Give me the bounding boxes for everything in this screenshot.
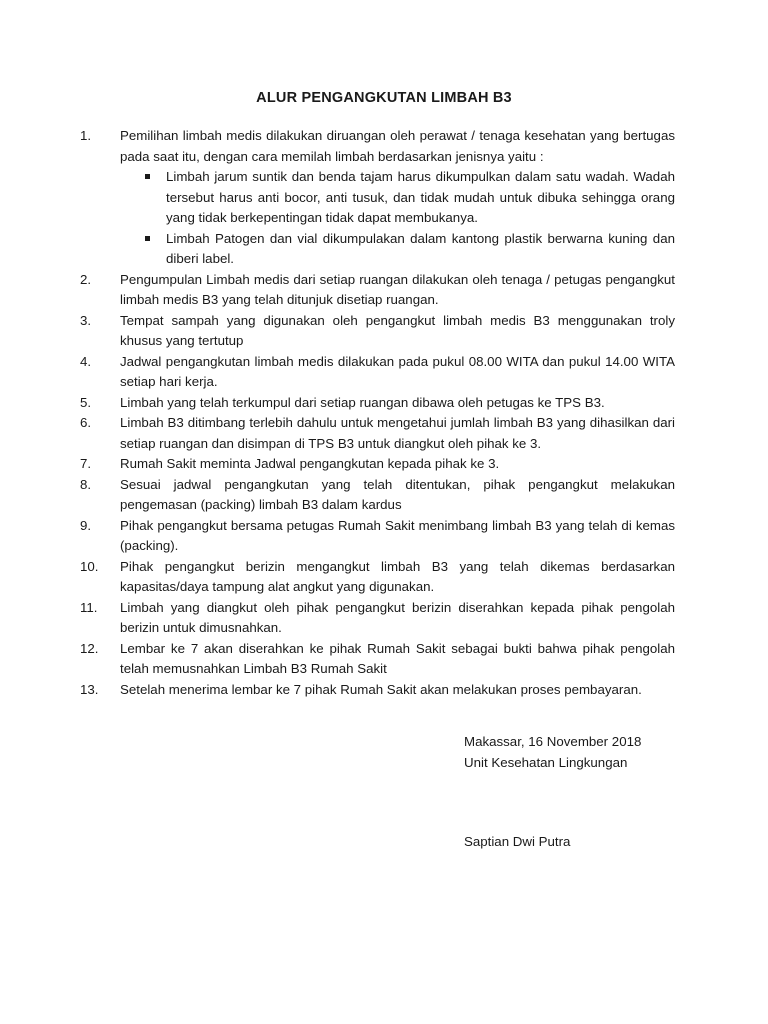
list-item-number: 1. [80,128,92,143]
list-item-number: 11. [80,599,98,615]
list-item-number: 13. [80,681,99,697]
list-item [80,557,675,598]
sub-list-item-text: Limbah jarum suntik dan benda tajam harus dikumpulkan dalam satu wadah. Wadah tersebut harus anti bocor, anti tusuk, dan tidak mudah untuk dibuka sehingga orang yang tidak berkepentingan tidak dapat membukanya. [166,169,675,225]
list-item-number: 9. [80,517,92,533]
list-item-text: Pihak pengangkut bersama petugas Rumah Sakit menimbang limbah B3 yang telah di kemas (packing). [120,517,675,553]
signature-name: Saptian Dwi Putra [464,834,571,849]
list-item-text: Tempat sampah yang digunakan oleh pengangkut limbah medis B3 menggunakan troly khusus yang tertutup [120,312,675,348]
list-item-number: 3. [80,312,92,328]
list-item [80,311,675,352]
list-item-text: Setelah menerima lembar ke 7 pihak Rumah Sakit akan melakukan proses pembayaran. [120,681,642,697]
list-item-number: 4. [80,353,92,369]
list-item [80,454,675,475]
list-item-text: Limbah yang diangkut oleh pihak pengangkut berizin diserahkan kepada pihak pengolah berizin untuk dimusnahkan. [120,599,675,635]
list-item-number: 12. [80,640,99,656]
list-item [80,680,675,701]
list-item [80,598,675,639]
list-item-number: 2. [80,271,92,287]
sub-list [120,167,675,270]
sub-list-item [120,167,675,229]
list-item [80,393,675,414]
list-item-text: Lembar ke 7 akan diserahkan ke pihak Rumah Sakit sebagai bukti bahwa pihak pengolah telah memusnahkan Limbah B3 Rumah Sakit [120,640,675,676]
list-item-text: Limbah yang telah terkumpul dari setiap ruangan dibawa oleh petugas ke TPS B3. [120,394,605,410]
list-item-text: Pemilihan limbah medis dilakukan diruangan oleh perawat / tenaga kesehatan yang bertugas pada saat itu, dengan cara memilah limbah berdasarkan jenisnya yaitu : [120,128,675,164]
list-item-text: Sesuai jadwal pengangkutan yang telah ditentukan, pihak pengangkut melakukan pengemasan (packing) limbah B3 dalam kardus [120,476,675,512]
list-item [80,126,675,270]
sub-list-item [120,229,675,270]
list-item-number: 10. [80,558,99,574]
list-item-number: 6. [80,415,92,430]
list-item [80,270,675,311]
square-bullet-icon [145,236,150,241]
square-bullet-icon [145,174,150,179]
list-item-number: 8. [80,476,92,492]
list-item-text: Limbah B3 ditimbang terlebih dahulu untuk mengetahui jumlah limbah B3 yang dihasilkan dari setiap ruangan dan disimpan di TPS B3 untuk diangkut oleh pihak ke 3. [120,415,675,451]
list-item [80,413,675,454]
list-item-text: Jadwal pengangkutan limbah medis dilakukan pada pukul 08.00 WITA dan pukul 14.00 WITA setiap hari kerja. [120,353,675,389]
list-item-number: 7. [80,456,92,471]
signature-block [464,732,641,773]
signature-unit: Unit Kesehatan Lingkungan [464,754,628,770]
list-item [80,352,675,393]
list-item-text: Pengumpulan Limbah medis dari setiap ruangan dilakukan oleh tenaga / petugas pengangkut limbah medis B3 yang telah ditunjuk disetiap ruangan. [120,271,675,307]
list-item [80,639,675,680]
sub-list-item-text: Limbah Patogen dan vial dikumpulakan dalam kantong plastik berwarna kuning dan diberi label. [166,230,675,266]
procedure-list [80,126,675,700]
list-item [80,516,675,557]
signature-place-date: Makassar, 16 November 2018 [464,734,642,749]
list-item-text: Rumah Sakit meminta Jadwal pengangkutan kepada pihak ke 3. [120,456,500,471]
list-item-number: 5. [80,394,92,410]
list-item-text: Pihak pengangkut berizin mengangkut limbah B3 yang telah dikemas berdasarkan kapasitas/daya tampung alat angkut yang digunakan. [120,558,675,594]
document-title: ALUR PENGANGKUTAN LIMBAH B3 [256,90,512,106]
list-item [80,475,675,516]
